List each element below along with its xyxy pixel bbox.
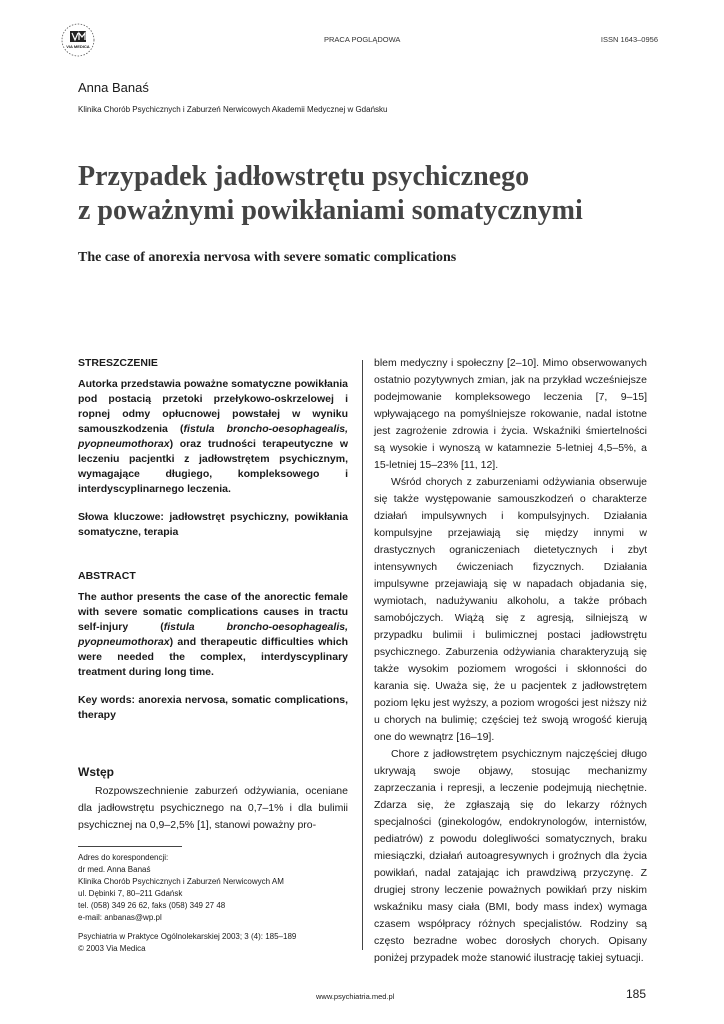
wstep-heading: Wstęp (78, 765, 114, 779)
footer-url[interactable]: www.psychiatria.med.pl (316, 992, 395, 1001)
citation-line: © 2003 Via Medica (78, 944, 146, 953)
paragraph: Wśród chorych z zaburzeniami odżywiania obserwuje się także występowanie samouszkodzeń o charakterze działań impulsywnych i kompulsyjnych. Działania kompulsyjne przejawiają się między innymi w drastycznych ograniczeniach dietetycznych i zbyt intensywnych ćwiczeniach fizycznych. Działania impulsywne przejawiają się w napadach objadania się, wymiotach, nadużywaniu alkoholu, a także próbach samobójczych. Wiążą się z agresją, silniejszą w przypadku bulimii i bulimicznej postaci jadłowstrętu psychicznego. Zaburzenia odżywiania charakteryzują się także wysokim poziomem wrogości i skłonności do karania się. Uważa się, że u pacjentek z jadłowstrętem poziom lęku jest wyższy, a poziom wrogości jest niższy niż u chorych na bulimię; częściej też swoją wrogość kierują one do wewnątrz [16–19]. (374, 476, 647, 743)
wstep-text (78, 783, 348, 834)
issn: ISSN 1643–0956 (600, 35, 658, 44)
title-line: Przypadek jadłowstrętu psychicznego (78, 161, 530, 192)
correspondence (78, 852, 348, 924)
corr-line: Adres do korespondencji: (78, 853, 169, 862)
author-name: Anna Banaś (78, 80, 149, 95)
citation-line: Psychiatria w Praktyce Ogólnolekarskiej 2003; 3 (4): 185–189 (78, 932, 297, 941)
streszczenie-heading: STRESZCZENIE (78, 357, 158, 369)
logo-text: VIA MEDICA (66, 44, 90, 49)
citation (78, 931, 348, 955)
article-subtitle: The case of anorexia nervosa with severe somatic complications (78, 250, 457, 265)
paragraph: Chore z jadłowstrętem psychicznym najczęściej długo ukrywają swoje objawy, stosując mechanizmy zaprzeczania i represji, a leczenie podejmują niechętnie. Zdarza się, że zgłaszają się do lekarzy różnych specjalności (ginekologów, endokrynologów, internistów, pediatrów) z powodu dolegliwości somatycznych, braku miesiączki, działań autoagresywnych i groźnych dla życia powikłań, nadal zatajając ich prawdziwą przyczynę. Z drugiej strony leczenie poważnych powikłań przy niskim wskaźniku masy ciała (BMI, body mass index) wymaga czasem współpracy różnych specjalistów. Rodziny są często bezradne wobec dorosłych chorych. Opisany poniżej przypadek może stanowić ilustrację takiej sytuacji. (374, 748, 647, 964)
streszczenie-keywords: Słowa kluczowe: jadłowstręt psychiczny, powikłania somatyczne, terapia (78, 511, 348, 538)
corr-line: Klinika Chorób Psychicznych i Zaburzeń Nerwicowych AM (78, 877, 284, 886)
via-medica-logo (60, 22, 96, 58)
abstract-keywords: Key words: anorexia nervosa, somatic complications, therapy (78, 694, 348, 721)
page-number: 185 (625, 987, 646, 1001)
corr-line: ul. Dębinki 7, 80–211 Gdańsk (78, 889, 183, 898)
abstract-heading: ABSTRACT (78, 570, 136, 582)
column-divider (362, 360, 363, 950)
paragraph: blem medyczny i społeczny [2–10]. Mimo obserwowanych ostatnio pozytywnych zmian, jak na przykład wcześniejsze podejmowanie kompleksowego leczenia [7, 9–15] wpływającego na pomyślniejsze rokowanie, nadal istotne jest zagrożenie zdrowia i życia. Wskaźniki śmiertelności są wysokie i wynoszą w katamnezie 5-letniej 4,5–5%, a 15-letniej 15–23% [11, 12]. (374, 357, 647, 471)
footnote-divider (78, 846, 182, 847)
corr-line: dr med. Anna Banaś (78, 865, 151, 874)
article-title (78, 160, 678, 228)
abstract-text: The author presents the case of the anorectic female with severe somatic complications causes in tractu self-injury (fistula broncho-oesophagealis, pyopneumothorax) and therapeutic difficulties which were needed the complex, interdyscyplinary treatment during long time. (78, 591, 348, 678)
corr-line: e-mail: anbanas@wp.pl (78, 913, 162, 922)
paragraph: Rozpowszechnienie zaburzeń odżywiania, oceniane dla jadłowstrętu psychicznego na 0,7–1% i dla bulimii psychicznej na 0,9–2,5% [1], stanowi poważny pro- (78, 785, 348, 831)
right-column (374, 355, 647, 967)
affiliation: Klinika Chorób Psychicznych i Zaburzeń Nerwicowych Akademii Medycznej w Gdańsku (78, 105, 388, 114)
streszczenie-text: Autorka przedstawia poważne somatyczne powikłania pod postacią przetoki przełykowo-oskrzelowej i ropnej odmy opłucnowej powstałej w wyniku samouszkodzenia (fistula broncho-oesophagealis, pyopneumothorax) oraz trudności terapeutyczne w leczeniu pacjentki z jadłowstrętem psychicznym, wymagające długiego, kompleksowego i interdyscyplinarnego leczenia. (78, 378, 348, 495)
corr-line: tel. (058) 349 26 62, faks (058) 349 27 48 (78, 901, 226, 910)
title-line: z poważnymi powikłaniami somatycznymi (78, 195, 583, 226)
section-label: PRACA POGLĄDOWA (324, 35, 401, 44)
